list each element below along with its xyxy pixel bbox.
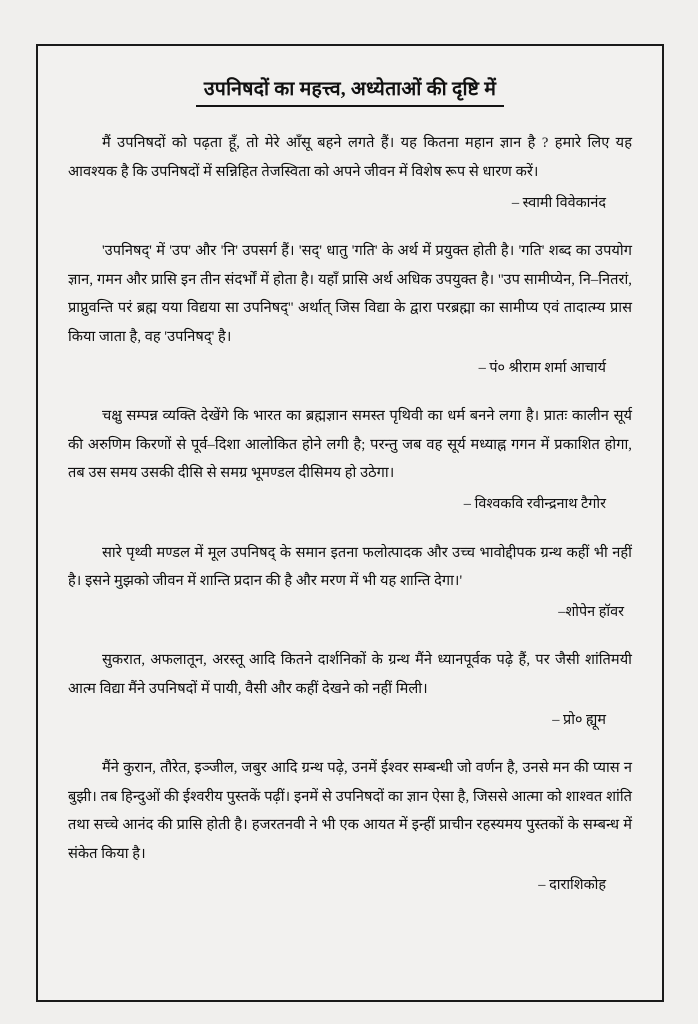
quote-attribution: – पं० श्रीराम शर्मा आचार्य	[478, 360, 606, 377]
quote-attribution: –शोपेन हॉवर	[558, 604, 624, 621]
quote-block-2	[68, 237, 632, 380]
quote-text: 'उपनिषद्' में 'उप' और 'नि' उपसर्ग हैं। 'सद्' धातु 'गति' के अर्थ में प्रयुक्त होती है। 'गति' शब्द का उपयोग ज्ञान, गमन और प्रासि इन तीन संदर्भों में होता है। यहाँ प्रासि अर्थ अधिक उपयुक्त है। ''उप सामीप्येन, नि–नितरां, प्राप्नुवन्ति परं ब्रह्म यया विद्यया सा उपनिषद्'' अर्थात् जिस विद्या के द्वारा परब्रह्मा का सामीप्य एवं तादात्म्य प्रास किया जाता है, वह 'उपनिषद्' है।	[68, 243, 632, 345]
quote-attribution: – प्रो० ह्यूम	[552, 712, 606, 729]
title-underline	[196, 105, 504, 107]
quote-text: चक्षु सम्पन्न व्यक्ति देखेंगे कि भारत का ब्रह्मज्ञान समस्त पृथिवी का धर्म बनने लगा है। प्रातः कालीन सूर्य की अरुणिम किरणों से पूर्व–दिशा आलोकित होने लगी है; परन्तु जब वह सूर्य मध्याह्न गगन में प्रकाशित होगा, तब उस समय उसकी दीसि से समग्र भूमण्डल दीसिमय हो उठेगा।	[68, 408, 632, 482]
quote-block-6	[68, 754, 632, 897]
quote-attribution: – दाराशिकोह	[538, 877, 606, 894]
quote-block-3	[68, 402, 632, 516]
quote-text: सुकरात, अफलातून, अरस्तू आदि कितने दार्शनिकों के ग्रन्थ मैंने ध्यानपूर्वक पढ़े हैं, पर जैसी शांतिमयी आत्म विद्या मैंने उपनिषदों में पायी, वैसी और कहीं देखने को नहीं मिली।	[68, 652, 632, 697]
quote-text: सारे पृथ्वी मण्डल में मूल उपनिषद् के समान इतना फलोत्पादक और उच्च भावोद्दीपक ग्रन्थ कहीं भी नहीं है। इसने मुझको जीवन में शान्ति प्रदान की है और मरण में भी यह शान्ति देगा।'	[68, 544, 632, 589]
quote-text: मैं उपनिषदों को पढ़ता हूँ, तो मेरे आँसू बहने लगते हैं। यह कितना महान ज्ञान है ? हमारे लिए यह आवश्यक है कि उपनिषदों में सन्निहित तेजस्विता को अपने जीवन में विशेष रूप से धारण करें।	[68, 135, 632, 180]
quote-text: मैंने कुरान, तौरेत, इञ्जील, जबुर आदि ग्रन्थ पढ़े, उनमें ईश्वर सम्बन्धी जो वर्णन है, उनसे मन की प्यास न बुझी। तब हिन्दुओं की ईश्वरीय पुस्तकें पढ़ीं। इनमें से उपनिषदों का ज्ञान ऐसा है, जिससे आत्मा को शाश्वत शांति तथा सच्चे आनंद की प्रासि होती है। हजरतनवी ने भी एक आयत में इन्हीं प्राचीन रहस्यमय पुस्तकों के सम्बन्ध में संकेत किया है।	[68, 760, 632, 862]
quote-block-5	[68, 646, 632, 732]
page-border-frame	[36, 44, 664, 1002]
quote-block-1	[68, 129, 632, 215]
quote-attribution: – विश्वकवि रवीन्द्रनाथ टैगोर	[463, 496, 606, 513]
page-title: उपनिषदों का महत्त्व, अध्येताओं की दृष्टि में	[203, 79, 497, 100]
quote-attribution: – स्वामी विवेकानंद	[511, 195, 606, 212]
quote-block-4	[68, 539, 632, 625]
